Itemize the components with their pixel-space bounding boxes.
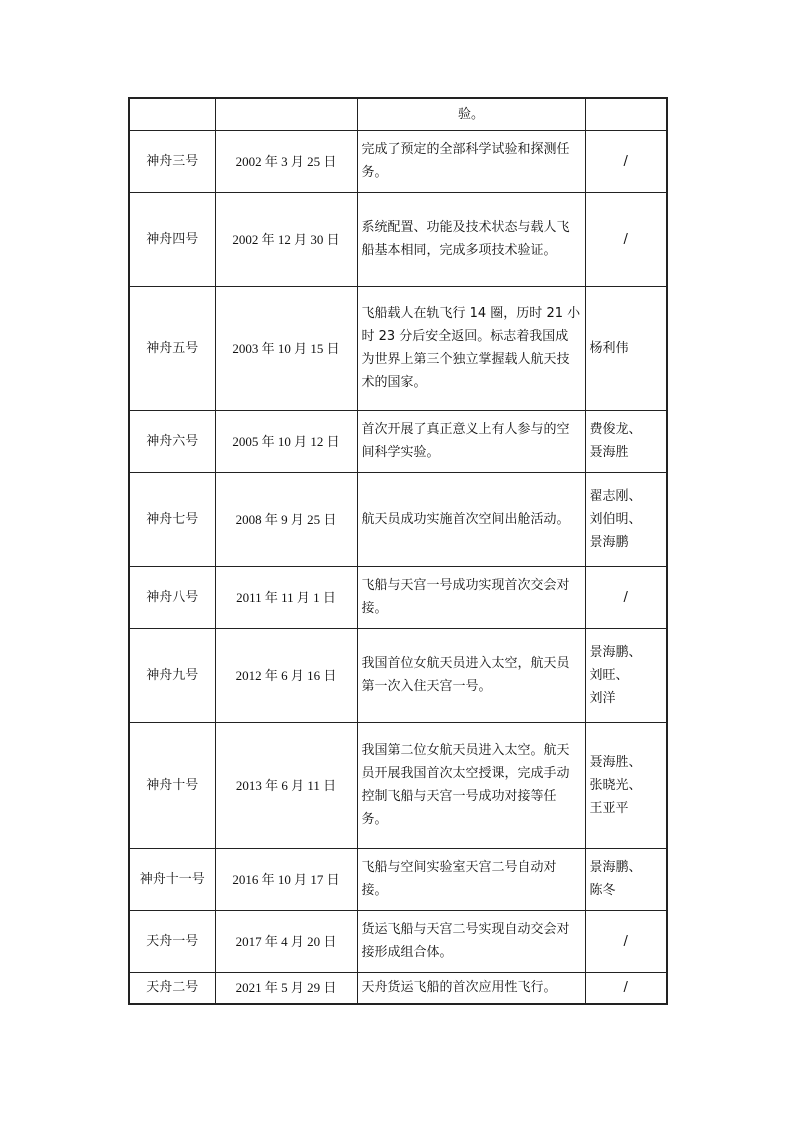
launch-date-cell: 2013 年 6 月 11 日 <box>215 722 357 848</box>
astronaut-name: 费俊龙、 <box>589 422 642 437</box>
mission-name-cell: 神舟九号 <box>129 628 215 722</box>
crew-cell <box>585 410 667 472</box>
launch-date-cell: 2008 年 9 月 25 日 <box>215 472 357 566</box>
astronaut-name: 翟志刚、 <box>589 488 642 504</box>
astronaut-name: 刘伯明、 <box>589 511 642 527</box>
description-cell: 飞船与天宫一号成功实现首次交会对接。 <box>357 566 585 628</box>
table-row <box>129 98 667 130</box>
crew-cell <box>585 286 667 410</box>
crew-cell: / <box>585 192 667 286</box>
launch-date-cell: 2002 年 12 月 30 日 <box>215 192 357 286</box>
mission-name-cell: 神舟十一号 <box>129 848 215 910</box>
mission-name-cell: 神舟十号 <box>129 722 215 848</box>
description-cell: 天舟货运飞船的首次应用性飞行。 <box>357 972 585 1004</box>
description-cell: 系统配置、功能及技术状态与载人飞船基本相同，完成多项技术验证。 <box>357 192 585 286</box>
mission-name-cell: 天舟二号 <box>129 972 215 1004</box>
launch-date-cell: 2016 年 10 月 17 日 <box>215 848 357 910</box>
astronaut-name: 聂海胜、 <box>589 754 642 770</box>
launch-date-cell <box>215 98 357 130</box>
astronaut-name: 杨利伟 <box>589 340 629 356</box>
crew-cell: / <box>585 130 667 192</box>
description-cell: 首次开展了真正意义上有人参与的空间科学实验。 <box>357 410 585 472</box>
crew-cell <box>585 472 667 566</box>
description-cell: 航天员成功实施首次空间出舱活动。 <box>357 472 585 566</box>
mission-name-cell: 神舟七号 <box>129 472 215 566</box>
mission-name-cell: 神舟五号 <box>129 286 215 410</box>
mission-name-cell: 天舟一号 <box>129 910 215 972</box>
crew-cell <box>585 98 667 130</box>
astronaut-name: 王亚平 <box>589 800 629 816</box>
mission-table-body <box>129 98 667 1004</box>
mission-name-cell: 神舟八号 <box>129 566 215 628</box>
mission-name-cell: 神舟四号 <box>129 192 215 286</box>
mission-table <box>128 97 668 1005</box>
launch-date-cell: 2005 年 10 月 12 日 <box>215 410 357 472</box>
astronaut-name: 刘洋 <box>589 690 616 706</box>
mission-name-cell: 神舟三号 <box>129 130 215 192</box>
launch-date-cell: 2003 年 10 月 15 日 <box>215 286 357 410</box>
crew-cell: / <box>585 566 667 628</box>
table-row <box>129 972 667 1004</box>
astronaut-name: 刘旺、 <box>589 667 629 683</box>
table-row <box>129 410 667 472</box>
astronaut-name: 聂海胜 <box>589 445 629 460</box>
launch-date-cell: 2012 年 6 月 16 日 <box>215 628 357 722</box>
astronaut-name: 景海鹏、 <box>589 644 642 660</box>
table-row <box>129 910 667 972</box>
table-row <box>129 130 667 192</box>
mission-name-cell: 神舟六号 <box>129 410 215 472</box>
crew-cell: / <box>585 972 667 1004</box>
crew-cell <box>585 848 667 910</box>
launch-date-cell: 2017 年 4 月 20 日 <box>215 910 357 972</box>
description-cell: 完成了预定的全部科学试验和探测任务。 <box>357 130 585 192</box>
astronaut-name: 张晓光、 <box>589 777 642 793</box>
table-row <box>129 192 667 286</box>
crew-cell <box>585 722 667 848</box>
astronaut-name: 陈冬 <box>589 883 616 898</box>
mission-name-cell <box>129 98 215 130</box>
crew-cell <box>585 628 667 722</box>
astronaut-name: 景海鹏 <box>589 534 629 550</box>
launch-date-cell: 2011 年 11 月 1 日 <box>215 566 357 628</box>
description-cell: 验。 <box>357 98 585 130</box>
table-row <box>129 628 667 722</box>
description-cell: 飞船与空间实验室天宫二号自动对接。 <box>357 848 585 910</box>
crew-cell: / <box>585 910 667 972</box>
launch-date-cell: 2002 年 3 月 25 日 <box>215 130 357 192</box>
table-row <box>129 286 667 410</box>
description-cell: 我国首位女航天员进入太空，航天员第一次入住天宫一号。 <box>357 628 585 722</box>
table-row <box>129 566 667 628</box>
description-cell: 我国第二位女航天员进入太空。航天员开展我国首次太空授课，完成手动控制飞船与天宫一号成功对接等任务。 <box>357 722 585 848</box>
table-row <box>129 722 667 848</box>
description-cell: 货运飞船与天宫二号实现自动交会对接形成组合体。 <box>357 910 585 972</box>
table-row <box>129 472 667 566</box>
astronaut-name: 景海鹏、 <box>589 860 642 875</box>
description-cell: 飞船载人在轨飞行 14 圈，历时 21 小时 23 分后安全返回。标志着我国成为世界上第三个独立掌握载人航天技术的国家。 <box>357 286 585 410</box>
launch-date-cell: 2021 年 5 月 29 日 <box>215 972 357 1004</box>
table-row <box>129 848 667 910</box>
